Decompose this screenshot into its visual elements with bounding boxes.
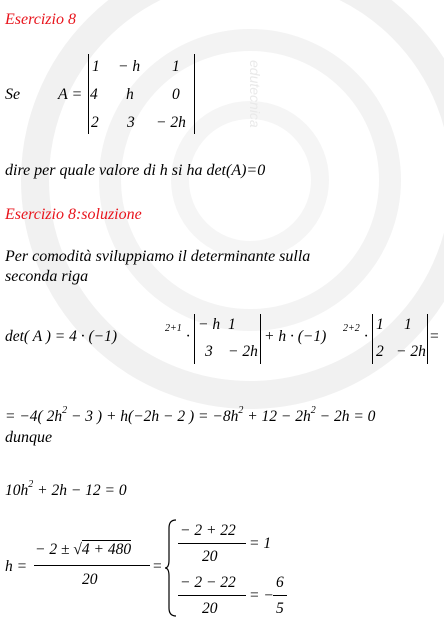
case-1-fraction-bar xyxy=(178,543,246,544)
solution-title: Esercizio 8:soluzione xyxy=(5,206,142,223)
matrix-cell: h xyxy=(126,86,134,103)
expansion-line: = −4( $2h^2 - 3$ ) + h(−2h − 2 ) = $-8h^2 + 12 - 2h^2 - 2h = 0$ xyxy=(5,405,376,426)
minor-1-left-bar xyxy=(194,314,195,364)
minor-1-cell: 1 xyxy=(228,316,236,333)
det-end: = xyxy=(429,328,440,345)
matrix-cell: 2 xyxy=(91,114,99,131)
case-2-frac-num: 6 xyxy=(276,574,284,591)
formula-fraction-bar xyxy=(34,565,150,566)
formula-numerator: − 2 ± √4 + 480 xyxy=(35,541,132,558)
case-2-equals: = − xyxy=(249,587,274,604)
matrix-cell: − 2h xyxy=(156,114,186,131)
quadratic-equation: $10h^2 + 2h - 12 = 0$ xyxy=(5,479,127,500)
minor-1-cell: − h xyxy=(198,316,221,333)
matrix-cell: − h xyxy=(118,58,141,75)
minor-1-right-bar xyxy=(260,314,261,364)
minor-1-cell: 3 xyxy=(205,343,213,360)
matrix-cell: 0 xyxy=(172,86,180,103)
svg-text:edutecnica: edutecnica xyxy=(247,60,263,128)
det-exp-2: 2+2 xyxy=(343,323,360,334)
intro-line-1: Per comodità sviluppiamo il determinante sulla xyxy=(5,248,311,265)
det-dot-1: · xyxy=(186,328,190,345)
minor-2-cell: 2 xyxy=(376,343,384,360)
minor-2-cell: 1 xyxy=(404,316,412,333)
det-mid: + h · (−1) xyxy=(264,328,327,345)
formula-denominator: 20 xyxy=(82,571,98,588)
intro-line-2: seconda riga xyxy=(5,268,89,285)
det-dot-2: · xyxy=(364,328,368,345)
minor-2-cell: 1 xyxy=(376,316,384,333)
case-1-denominator: 20 xyxy=(202,548,218,565)
equals-2: = xyxy=(152,558,163,575)
det-exp-1: 2+1 xyxy=(165,323,182,334)
h-equals: h = xyxy=(5,558,28,575)
case-2-numerator: − 2 − 22 xyxy=(180,574,236,591)
case-2-fraction-bar xyxy=(178,595,246,596)
minor-2-left-bar xyxy=(372,314,373,364)
question-text: dire per quale valore di h si ha det(A)=0 xyxy=(5,162,266,179)
matrix-name: A = xyxy=(58,86,83,103)
case-2-frac-den: 5 xyxy=(276,600,284,617)
minor-2-cell: − 2h xyxy=(396,343,426,360)
exercise-title: Esercizio 8 xyxy=(5,11,76,28)
case-1-numerator: − 2 + 22 xyxy=(180,522,236,539)
dunque-text: dunque xyxy=(5,429,53,446)
case-2-small-fraction-bar xyxy=(273,595,287,596)
matrix-left-bar xyxy=(88,54,89,134)
matrix-cell: 1 xyxy=(172,58,180,75)
det-lhs: det( A ) = 4 · (−1) xyxy=(5,328,118,345)
minor-2-right-bar xyxy=(427,314,428,364)
case-2-denominator: 20 xyxy=(202,600,218,617)
minor-1-cell: − 2h xyxy=(228,343,258,360)
matrix-right-bar xyxy=(194,54,195,134)
matrix-cell: 3 xyxy=(127,114,135,131)
se-label: Se xyxy=(5,86,21,103)
case-1-result: = 1 xyxy=(249,535,272,552)
cases-brace xyxy=(164,518,178,618)
matrix-cell: 1 xyxy=(92,58,100,75)
matrix-cell: 4 xyxy=(90,86,98,103)
